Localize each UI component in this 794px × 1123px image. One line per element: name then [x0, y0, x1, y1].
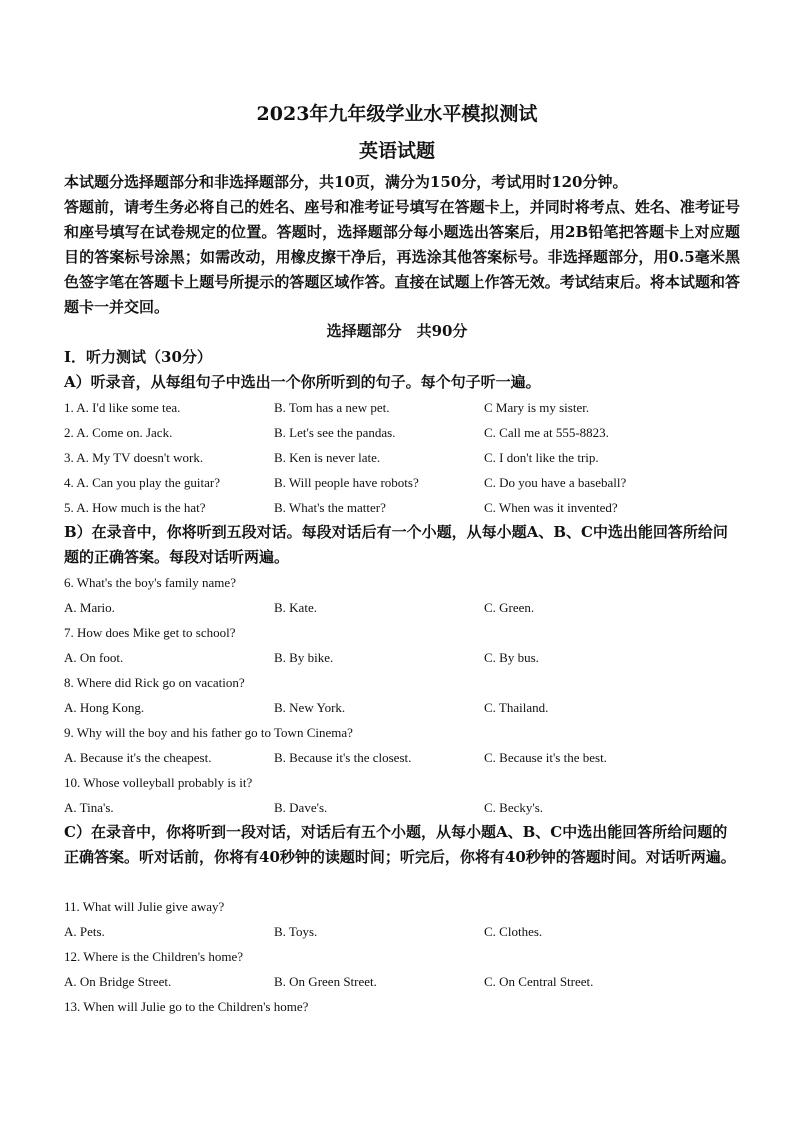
option-c: C. Becky's.	[484, 800, 544, 815]
option-a: 4. A. Can you play the guitar?	[64, 475, 220, 490]
answer-row	[64, 969, 740, 994]
option-a: A. Hong Kong.	[64, 700, 145, 715]
option-b: B. On Green Street.	[274, 974, 377, 989]
option-a: 1. A. I'd like some tea.	[64, 400, 181, 415]
section-heading	[64, 345, 740, 395]
question-row	[64, 470, 740, 495]
option-b: B. Ken is never late.	[274, 450, 381, 465]
instruction-paragraph: 答题前，请考生务必将自己的姓名、座号和准考证号填写在答题卡上，并同时将考点、姓名、准考证号和座号填写在试卷规定的位置。答题时，选择题部分每小题选出答案后，用2B铅笔把答题卡上对应题目的答案标号涂黑；如需改动，用橡皮擦干净后，再选涂其他答案标号。非选择题部分，用0.5毫米黑色签字笔在答题卡上题号所提示的答题区域作答。直接在试题上作答无效。考试结束后。将本试题和答题卡一并交回。	[64, 198, 740, 316]
instruction-paragraph: 本试题分选择题部分和非选择题部分，共10页，满分为150分，考试用时120分钟。	[64, 173, 628, 191]
option-b: B. New York.	[274, 700, 346, 715]
answer-row	[64, 595, 740, 620]
option-b: B. What's the matter?	[274, 500, 386, 515]
option-a: 2. A. Come on. Jack.	[64, 425, 173, 440]
option-c: C. I don't like the trip.	[484, 450, 599, 465]
answer-row	[64, 645, 740, 670]
section-title: Ⅰ．听力测试（30分）	[64, 348, 212, 366]
question-text: 6. What's the boy's family name?	[64, 575, 236, 590]
option-b: B. Let's see the pandas.	[274, 425, 396, 440]
section-b-instructions: B）在录音中，你将听到五段对话。每段对话后有一个小题，从每小题A、B、C中选出能回答所给问题的正确答案。每段对话听两遍。	[64, 523, 728, 566]
option-c: C. Clothes.	[484, 924, 543, 939]
option-c: C. When was it invented?	[484, 500, 618, 515]
question-text: 7. How does Mike get to school?	[64, 625, 236, 640]
option-c: C. Because it's the best.	[484, 750, 607, 765]
option-b: B. By bike.	[274, 650, 334, 665]
option-c: C. Do you have a baseball?	[484, 475, 627, 490]
section-c-instructions: C）在录音中，你将听到一段对话，对话后有五个小题，从每小题A、B、C中选出能回答所给问题的正确答案。听对话前，你将有40秒钟的读题时间；听完后，你将有40秒钟的答题时间。对话听两遍。	[64, 823, 736, 866]
option-a: A. Mario.	[64, 600, 115, 615]
question-row	[64, 395, 740, 420]
option-a: A. On foot.	[64, 650, 124, 665]
question-text: 10. Whose volleyball probably is it?	[64, 775, 253, 790]
option-b: B. Toys.	[274, 924, 318, 939]
option-b: B. Because it's the closest.	[274, 750, 412, 765]
option-a: 3. A. My TV doesn't work.	[64, 450, 204, 465]
exam-subtitle: 英语试题	[358, 140, 435, 162]
answer-row	[64, 919, 740, 944]
question-row	[64, 420, 740, 445]
question-row	[64, 495, 740, 520]
question-text: 8. Where did Rick go on vacation?	[64, 675, 245, 690]
question-text: 12. Where is the Children's home?	[64, 949, 244, 964]
option-a: A. Because it's the cheapest.	[64, 750, 212, 765]
part-heading: 选择题部分 共90分	[326, 322, 468, 340]
option-c: C. On Central Street.	[484, 974, 594, 989]
option-a: A. Tina's.	[64, 800, 114, 815]
option-b: B. Will people have robots?	[274, 475, 419, 490]
question-row	[64, 445, 740, 470]
question-text: 9. Why will the boy and his father go to Town Cinema?	[64, 725, 353, 740]
answer-row	[64, 795, 740, 820]
answer-row	[64, 745, 740, 770]
option-a: A. Pets.	[64, 924, 105, 939]
option-b: B. Kate.	[274, 600, 317, 615]
option-c: C. Thailand.	[484, 700, 549, 715]
option-a: 5. A. How much is the hat?	[64, 500, 206, 515]
question-text: 11. What will Julie give away?	[64, 899, 225, 914]
option-c: C Mary is my sister.	[484, 400, 590, 415]
option-c: C. Green.	[484, 600, 535, 615]
option-b: B. Dave's.	[274, 800, 328, 815]
option-a: A. On Bridge Street.	[64, 974, 172, 989]
option-c: C. By bus.	[484, 650, 539, 665]
answer-row	[64, 695, 740, 720]
instructions	[64, 170, 740, 320]
option-b: B. Tom has a new pet.	[274, 400, 390, 415]
exam-title: 2023年九年级学业水平模拟测试	[256, 103, 538, 125]
option-c: C. Call me at 555-8823.	[484, 425, 609, 440]
section-a-instructions: A）听录音，从每组句子中选出一个你所听到的句子。每个句子听一遍。	[64, 373, 541, 391]
question-text: 13. When will Julie go to the Children's home?	[64, 999, 309, 1014]
